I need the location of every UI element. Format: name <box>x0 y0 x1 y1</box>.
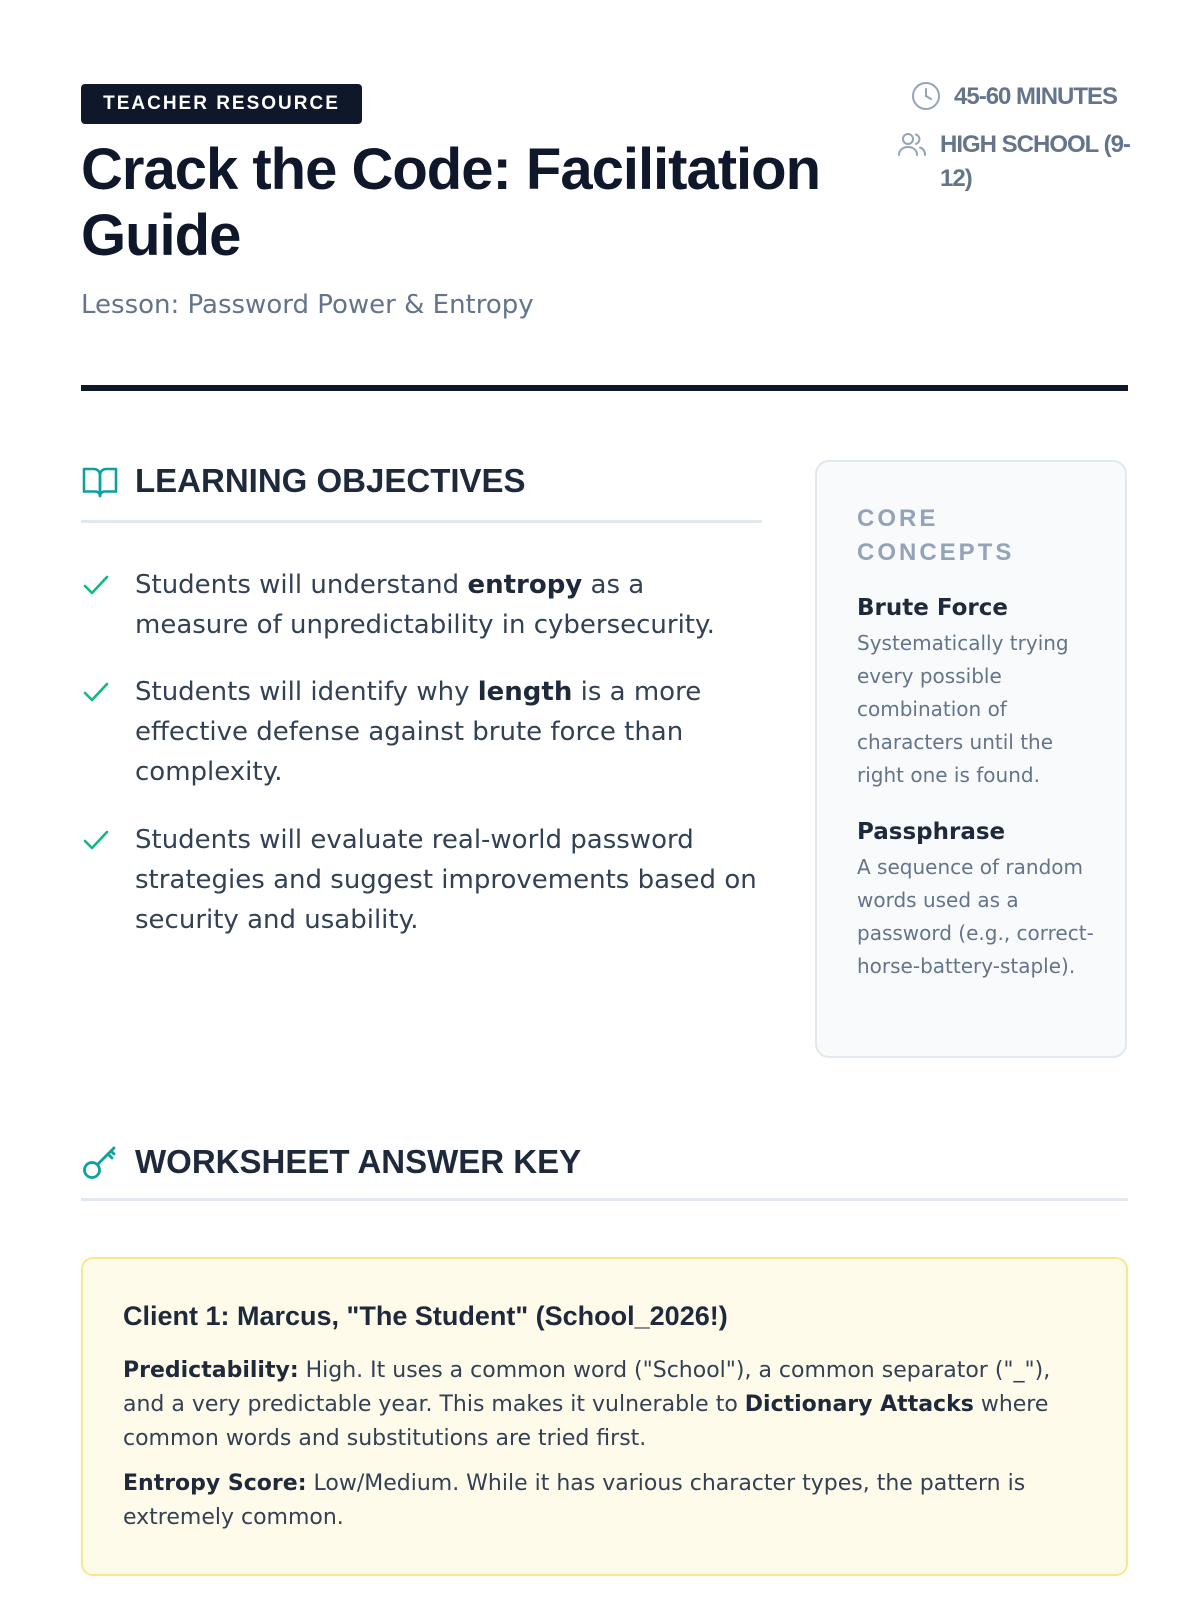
answer-key-divider <box>81 1198 1128 1201</box>
audience-meta <box>896 128 1136 196</box>
audience-text: HIGH SCHOOL (9-12) <box>940 131 1130 192</box>
concept-name: Passphrase <box>857 819 1006 845</box>
objectives-divider <box>81 520 762 523</box>
concept-term <box>857 595 1097 792</box>
duration-meta <box>910 80 1117 114</box>
objective-item <box>81 820 761 940</box>
client-title: Client 1: Marcus, "The Student" (School_2026!) <box>123 1301 728 1331</box>
lesson-subtitle: Lesson: Password Power & Entropy <box>81 290 534 320</box>
page-title: Crack the Code: Facilitation Guide <box>81 137 821 268</box>
objectives-header <box>81 462 526 500</box>
answer-client-box <box>81 1257 1128 1576</box>
core-concepts-card <box>815 460 1127 1058</box>
objective-text: Students will understand entropy as a measure of unpredictability in cybersecurity. <box>135 570 715 640</box>
concept-name: Brute Force <box>857 595 1009 621</box>
check-icon <box>81 678 111 708</box>
objectives-heading: LEARNING OBJECTIVES <box>135 462 526 499</box>
objective-item <box>81 565 761 645</box>
predictability-paragraph: Predictability: High. It uses a common word ("School"), a common separator ("_"), and a very predictable year. This makes it vulnerable to Dictionary Attacks where common words and substitutions are tried first. <box>123 1358 1051 1451</box>
header-divider <box>81 385 1128 391</box>
concept-definition: Systematically trying every possible combination of characters until the right one is found. <box>857 631 1069 787</box>
concept-definition: A sequence of random words used as a password (e.g., correct-horse-battery-staple). <box>857 855 1094 978</box>
objective-text: Students will identify why length is a more effective defense against brute force than complexity. <box>135 677 702 787</box>
objective-item <box>81 672 761 792</box>
core-concepts-heading: CORE CONCEPTS <box>857 505 1015 566</box>
answer-key-header <box>81 1143 581 1181</box>
concept-term <box>857 819 1097 983</box>
key-icon <box>81 1143 119 1181</box>
teacher-resource-badge: TEACHER RESOURCE <box>81 84 362 124</box>
answer-key-heading: WORKSHEET ANSWER KEY <box>135 1143 582 1180</box>
check-icon <box>81 826 111 856</box>
clock-icon <box>910 80 942 112</box>
duration-text: 45-60 MINUTES <box>954 83 1118 110</box>
check-icon <box>81 571 111 601</box>
objective-text: Students will evaluate real-world password strategies and suggest improvements based on security and usability. <box>135 825 757 935</box>
entropy-paragraph: Entropy Score: Low/Medium. While it has various character types, the pattern is extremely common. <box>123 1471 1026 1530</box>
users-icon <box>896 128 928 160</box>
book-open-icon <box>81 462 119 500</box>
